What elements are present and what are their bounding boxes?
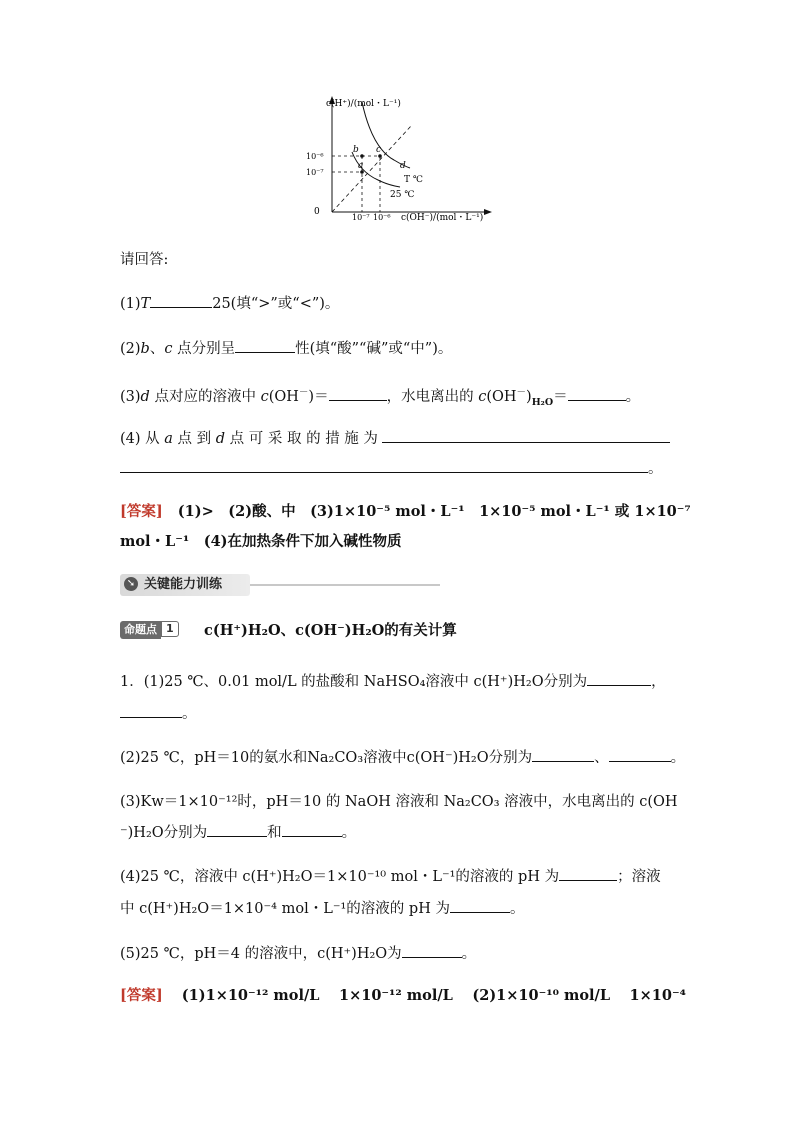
answer-tag: [答案] (120, 503, 163, 520)
ability-section-header (120, 574, 440, 596)
topic-title: c(H⁺)H₂O、c(OH⁻)H₂O的有关计算 (204, 622, 457, 639)
topic-num: 1 (161, 621, 179, 637)
p4-semicolon: ；溶液 (617, 869, 661, 885)
y-axis-label: c(H⁺)/(mol・L⁻¹) (326, 99, 401, 109)
q3-minus2: － (516, 387, 527, 398)
q2-b: b (140, 341, 150, 357)
q1-prefix: (1) (120, 296, 141, 312)
q3-c1: c (260, 389, 269, 405)
ability-title: 关键能力训练 (144, 577, 223, 592)
q2-c: c (164, 341, 173, 357)
q4-text2: 点 到 (172, 431, 216, 447)
q2-mid: 点分别呈 (172, 341, 236, 357)
p2-sep: 、 (594, 750, 609, 766)
q3-sub: H₂O (531, 397, 554, 408)
p1-comma: ， (651, 674, 666, 690)
p5-end: 。 (461, 946, 477, 962)
point-label-a: a (358, 161, 364, 171)
problem-2 (120, 747, 685, 768)
q3-eq1: )＝ (308, 389, 329, 405)
question-3 (120, 383, 640, 413)
answer-2 (120, 986, 686, 1006)
q3-prefix: (3) (120, 389, 141, 405)
question-1 (120, 293, 339, 314)
answer-2-tag: [答案] (120, 987, 163, 1004)
p5-blank[interactable] (402, 943, 462, 958)
p2-blank-2[interactable] (609, 747, 671, 762)
curve-label-25: 25 ℃ (390, 190, 415, 200)
p4-text2: 中 c(H⁺)H₂O＝1×10⁻⁴ mol・L⁻¹的溶液的 pH 为 (120, 901, 450, 917)
problem-3-line1: (3)Kw＝1×10⁻¹²时，pH＝10 的 NaOH 溶液和 Na₂CO₃ 溶液中，水电离出的 c(OH (120, 794, 678, 810)
p1-blank-2[interactable] (120, 703, 182, 718)
answer-1-text1: (1)> (2)酸、中 (3)1×10⁻⁵ mol・L⁻¹ 1×10⁻⁵ mol・L⁻¹ 或 1×10⁻⁷ (177, 503, 691, 520)
q3-oh2: (OH (486, 389, 517, 405)
q2-sep: 、 (149, 341, 165, 357)
problem-5 (120, 943, 476, 964)
problem-3-line2 (120, 822, 356, 843)
p2-end: 。 (670, 750, 686, 766)
question-2 (120, 338, 452, 359)
topic-tag (120, 621, 179, 639)
p5-text: (5)25 ℃，pH＝4 的溶液中，c(H⁺)H₂O为 (120, 946, 402, 962)
answer-1-line1 (120, 502, 691, 522)
x-axis-arrow (484, 209, 492, 215)
point-label-d: d (400, 161, 406, 171)
problem-1-line1 (120, 671, 666, 692)
q4-end: 。 (648, 461, 663, 477)
p3-text: ⁻)H₂O分别为 (120, 825, 208, 841)
q2-blank[interactable] (235, 338, 295, 353)
q3-blank-1[interactable] (329, 386, 387, 401)
p3-blank-2[interactable] (282, 822, 342, 837)
q4-text1: (4) 从 (120, 431, 165, 447)
ion-product-graph (296, 90, 496, 225)
curve-t (362, 102, 410, 168)
x-tick-1e-6: 10⁻⁶ (373, 213, 391, 222)
compass-icon: ➘ (124, 577, 138, 591)
curve-label-t: T ℃ (404, 175, 423, 185)
p4-blank-1[interactable] (559, 866, 617, 881)
q3-c2: c (478, 389, 487, 405)
q4-a: a (164, 431, 173, 447)
p4-text1: (4)25 ℃，溶液中 c(H⁺)H₂O＝1×10⁻¹⁰ mol・L⁻¹的溶液的 pH 为 (120, 869, 560, 885)
p4-blank-2[interactable] (450, 898, 510, 913)
answer-1-line2: mol・L⁻¹ (4)在加热条件下加入碱性物质 (120, 533, 402, 550)
problem-4-line1 (120, 866, 661, 887)
problem-1-line2 (120, 703, 197, 724)
topic-label: 命题点 (120, 621, 161, 639)
q1-suffix: 25(填“>”或“<”)。 (212, 296, 340, 312)
q4-blank-2[interactable] (120, 458, 648, 473)
y-tick-1e-6: 10⁻⁶ (306, 152, 324, 161)
p2-blank-1[interactable] (532, 747, 594, 762)
q4-blank-1[interactable] (382, 428, 670, 443)
point-label-b: b (353, 145, 359, 155)
q3-eq2: ＝ (553, 389, 568, 405)
point-b (360, 154, 364, 158)
question-4 (120, 428, 670, 449)
x-tick-1e-7: 10⁻⁷ (352, 213, 370, 222)
intro-text: 请回答: (120, 252, 169, 268)
origin-label: 0 (314, 207, 320, 217)
q3-oh1: (OH (268, 389, 299, 405)
y-tick-1e-7: 10⁻⁷ (306, 168, 324, 177)
q3-blank-2[interactable] (568, 386, 626, 401)
q2-suffix: 性(填“酸”“碱”或“中”)。 (295, 341, 453, 357)
q2-prefix: (2) (120, 341, 141, 357)
point-label-c: c (376, 145, 382, 155)
q3-minus1: － (298, 387, 309, 398)
q4-text3: 点 可 采 取 的 措 施 为 (225, 431, 378, 447)
answer-2-text: (1)1×10⁻¹² mol/L 1×10⁻¹² mol/L (2)1×10⁻¹⁰ mol/L 1×10⁻⁴ (181, 987, 686, 1004)
p3-blank-1[interactable] (207, 822, 267, 837)
p1-end: 。 (182, 706, 197, 722)
question-4-line2 (120, 458, 663, 479)
q3-mid: 点对应的溶液中 (149, 389, 261, 405)
p3-and: 和 (267, 825, 282, 841)
p3-end: 。 (341, 825, 357, 841)
p2-text: (2)25 ℃，pH＝10的氨水和Na₂CO₃溶液中c(OH⁻)H₂O分别为 (120, 750, 533, 766)
p1-text: 1．(1)25 ℃、0.01 mol/L 的盐酸和 NaHSO₄溶液中 c(H⁺)H₂O分别为 (120, 674, 588, 690)
q4-d: d (215, 431, 226, 447)
q3-d: d (140, 389, 150, 405)
q3-close2: ) (526, 389, 532, 405)
q1-blank[interactable] (150, 293, 212, 308)
problem-4-line2 (120, 898, 524, 919)
x-axis-label: c(OH⁻)/(mol・L⁻¹) (401, 213, 484, 223)
q3-end: 。 (625, 389, 641, 405)
ability-rule (250, 584, 440, 586)
q3-comma: ，水电离出的 (386, 389, 479, 405)
q1-var: T (140, 296, 151, 312)
p1-blank-1[interactable] (587, 671, 651, 686)
p4-end: 。 (509, 901, 525, 917)
